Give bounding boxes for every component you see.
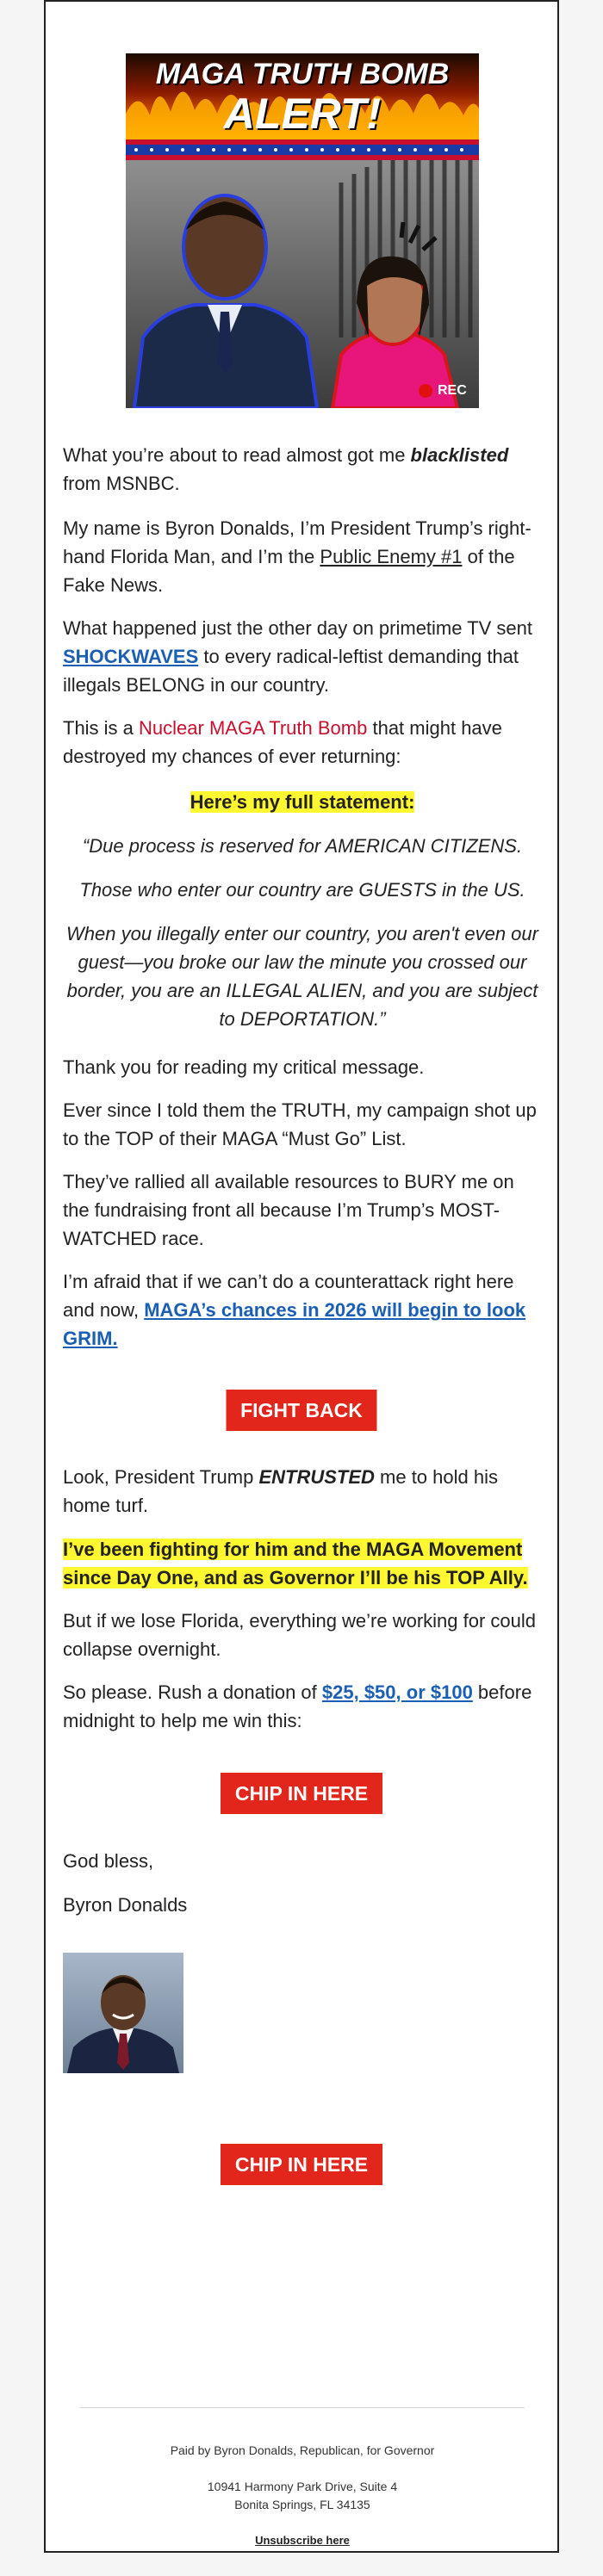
p9-text-c: me to hold his home turf. bbox=[63, 1466, 498, 1516]
unsubscribe-link[interactable]: Unsubscribe here bbox=[255, 2534, 350, 2547]
quote-line-2 bbox=[63, 876, 542, 904]
email-frame bbox=[44, 0, 559, 2553]
paragraph-4 bbox=[63, 714, 542, 771]
p3-text-a: What happened just the other day on primetime TV sent bbox=[63, 617, 533, 639]
p8-text-a: I’m afraid that if we can’t do a counterattack right here and now, bbox=[63, 1271, 514, 1321]
paid-by-disclaimer: Paid by Byron Donalds, Republican, for Governor bbox=[170, 2443, 435, 2457]
paragraph-1 bbox=[63, 441, 542, 498]
portrait-photo bbox=[63, 1953, 183, 2073]
maga-chances-link[interactable]: MAGA’s chances in 2026 will begin to look GRIM. bbox=[63, 1299, 526, 1349]
p12-text-a: So please. Rush a donation of bbox=[63, 1681, 322, 1703]
p1-emphasis: blacklisted bbox=[410, 444, 509, 466]
signoff-name-text: Byron Donalds bbox=[63, 1894, 188, 1916]
hero-image[interactable] bbox=[126, 53, 479, 408]
p6-text: Ever since I told them the TRUTH, my campaign shot up to the TOP of their MAGA “Must Go” List. bbox=[63, 1099, 537, 1149]
hero-headline-line2: ALERT! bbox=[223, 90, 382, 138]
p1-text-c: from MSNBC. bbox=[63, 473, 180, 494]
chip-in-button-1[interactable]: CHIP IN HERE bbox=[221, 1773, 382, 1814]
paragraph-2 bbox=[63, 514, 542, 599]
quote-line-3 bbox=[63, 920, 542, 1033]
fight-back-button[interactable]: FIGHT BACK bbox=[227, 1390, 377, 1431]
quote-line-1 bbox=[63, 832, 542, 860]
quote-2-text: Those who enter our country are GUESTS in the US. bbox=[79, 879, 525, 901]
p3-text-c: to every radical-leftist demanding that illegals BELONG in our country. bbox=[63, 646, 519, 696]
paragraph-8 bbox=[63, 1267, 542, 1353]
p7-text: They’ve rallied all available resources to BURY me on the fundraising front all because I’m Trump’s MOST-WATCHED race. bbox=[63, 1171, 514, 1249]
statement-heading bbox=[63, 788, 542, 816]
paragraph-6 bbox=[63, 1096, 542, 1153]
paragraph-5 bbox=[63, 1053, 542, 1081]
portrait-illustration bbox=[63, 1953, 183, 2073]
signoff-greeting-text: God bless, bbox=[63, 1850, 154, 1872]
p1-text-a: What you’re about to read almost got me bbox=[63, 444, 411, 466]
chip-in-button-2[interactable]: CHIP IN HERE bbox=[221, 2144, 382, 2185]
entrusted-text: ENTRUSTED bbox=[258, 1466, 375, 1488]
statement-heading-text: Here’s my full statement: bbox=[190, 791, 415, 813]
shockwaves-link[interactable]: SHOCKWAVES bbox=[63, 646, 199, 667]
public-enemy-link[interactable]: Public Enemy #1 bbox=[320, 546, 463, 567]
paragraph-3 bbox=[63, 614, 542, 699]
paragraph-9 bbox=[63, 1463, 542, 1520]
quote-1-text: “Due process is reserved for AMERICAN CITIZENS. bbox=[82, 835, 523, 857]
hero-headline-line1: MAGA TRUTH BOMB bbox=[155, 58, 450, 90]
signoff-greeting bbox=[63, 1847, 542, 1875]
p4-text-a: This is a bbox=[63, 717, 140, 739]
footer-address-line-2: Bonita Springs, FL 34135 bbox=[234, 2498, 370, 2511]
p4-text-c: that might have destroyed my chances of ever returning: bbox=[63, 717, 502, 767]
p12-text-c: before midnight to help me win this: bbox=[63, 1681, 532, 1731]
hero-headline bbox=[126, 57, 479, 136]
p2-text-a: My name is Byron Donalds, I’m President Trump’s right-hand Florida Man, and I’m the bbox=[63, 517, 532, 567]
quote-3-text: When you illegally enter our country, you aren't even our guest—you broke our law the minute you crossed our border, you are an ILLEGAL ALIEN, and you are subject to DEPORTATION.” bbox=[66, 923, 538, 1030]
footer-divider bbox=[80, 2407, 525, 2408]
paragraph-10 bbox=[63, 1535, 542, 1592]
paragraph-7 bbox=[63, 1167, 542, 1253]
signoff-name bbox=[63, 1891, 542, 1919]
p2-text-c: of the Fake News. bbox=[63, 546, 515, 596]
footer-address-line-1: 10941 Harmony Park Drive, Suite 4 bbox=[207, 2480, 398, 2493]
p10-highlight: I’ve been fighting for him and the MAGA Movement since Day One, and as Governor I’ll be his TOP Ally. bbox=[63, 1539, 528, 1588]
donation-amounts-link[interactable]: $25, $50, or $100 bbox=[321, 1681, 473, 1703]
paragraph-11 bbox=[63, 1607, 542, 1663]
paragraph-12 bbox=[63, 1678, 542, 1735]
p5-text: Thank you for reading my critical message. bbox=[63, 1056, 425, 1078]
p11-text: But if we lose Florida, everything we’re working for could collapse overnight. bbox=[63, 1610, 537, 1660]
truth-bomb-text: Nuclear MAGA Truth Bomb bbox=[139, 717, 368, 739]
rec-label: REC bbox=[438, 383, 467, 398]
p9-text-a: Look, President Trump bbox=[63, 1466, 259, 1488]
